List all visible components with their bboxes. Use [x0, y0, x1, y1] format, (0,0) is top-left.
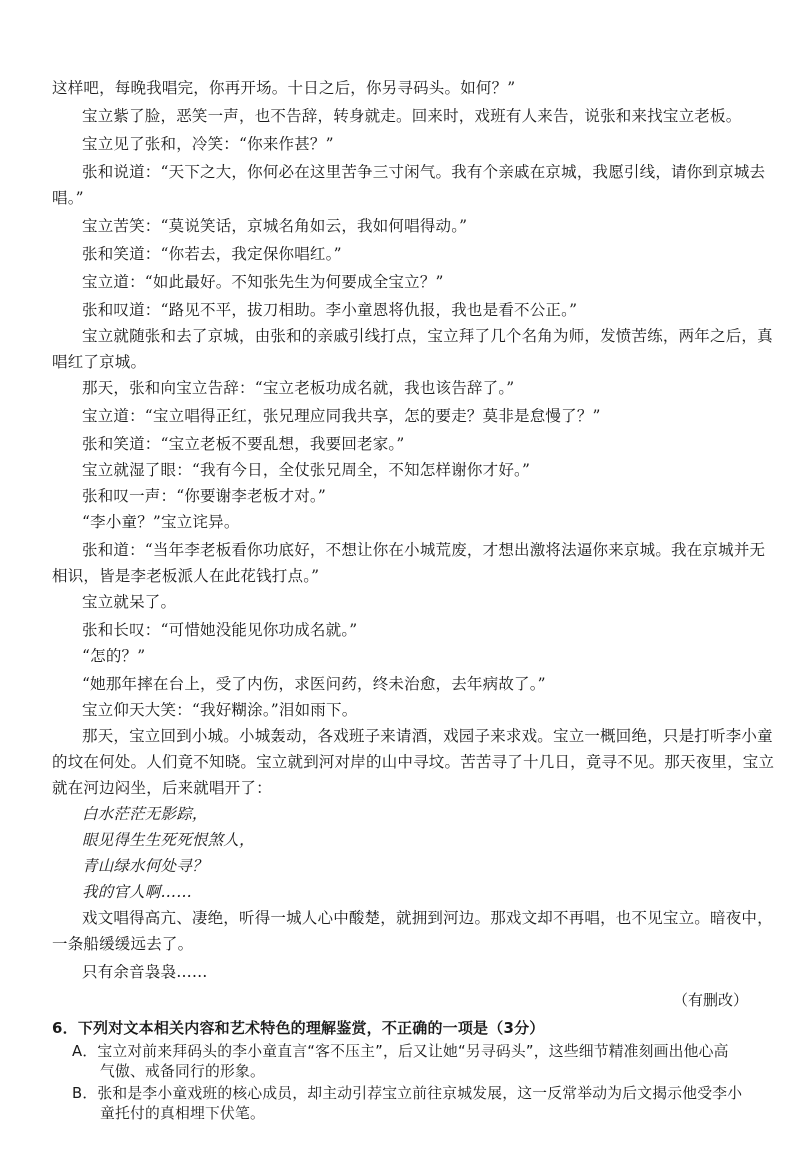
story-line: 那天，张和向宝立告辞：“宝立老板功成名就，我也该告辞了。”	[82, 379, 515, 397]
story-line: 张和道：“当年李老板看你功底好，不想让你在小城荒废，才想出激将法逼你来京城。我在京城并无	[82, 541, 766, 559]
story-line: 宝立见了张和，冷笑：“你来作甚？”	[82, 135, 334, 153]
option-a-line1: A．宝立对前来拜码头的李小童直言“客不压主”，后又让她“另寻码头”，这些细节精准刻画出他心高	[72, 1043, 729, 1060]
story-line: 宝立仰天大笑：“我好糊涂。”泪如雨下。	[82, 701, 358, 719]
story-line: 宝立道：“如此最好。不知张先生为何要成全宝立？”	[82, 273, 444, 291]
story-line: 宝立道：“宝立唱得正红，张兄理应同我共享，怎的要走？莫非是怠慢了？”	[82, 407, 601, 425]
story-line: 相识，皆是李老板派人在此花钱打点。”	[52, 567, 320, 585]
story-line: 宝立苦笑：“莫说笑话，京城名角如云，我如何唱得动。”	[82, 217, 468, 235]
poem-line: 青山绿水何处寻？	[82, 857, 208, 875]
poem-line: 我的官人啊……	[82, 883, 192, 901]
story-line: “怎的？”	[82, 647, 146, 665]
poem-line: 白水茫茫无影踪，	[82, 805, 208, 823]
story-line: 就在河边闷坐，后来就唱开了：	[52, 779, 272, 797]
option-a-line2: 气傲、戒备同行的形象。	[100, 1063, 265, 1080]
story-line: 宝立就呆了。	[82, 593, 177, 611]
story-line: 这样吧，每晚我唱完，你再开场。十日之后，你另寻码头。如何？”	[52, 79, 516, 97]
option-b-line1: B．张和是李小童戏班的核心成员，却主动引荐宝立前往京城发展，这一反常举动为后文揭示他受李小	[72, 1085, 743, 1102]
story-line: 那天，宝立回到小城。小城轰动，各戏班子来请酒，戏园子来求戏。宝立一概回绝，只是打听李小童	[82, 727, 773, 745]
story-line: 戏文唱得高亢、凄绝，听得一城人心中酸楚，就拥到河边。那戏文却不再唱，也不见宝立。暗夜中，	[82, 909, 773, 927]
story-line: “她那年摔在台上，受了内伤，求医问药，终未治愈，去年病故了。”	[82, 675, 546, 693]
edit-note: （有删改）	[672, 991, 748, 1009]
story-line: 张和笑道：“你若去，我定保你唱红。”	[82, 245, 342, 263]
story-line: 宝立紫了脸，恶笑一声，也不告辞，转身就走。回来时，戏班有人来告，说张和来找宝立老板。	[82, 107, 742, 125]
story-line: 只有余音袅袅……	[82, 963, 208, 981]
option-b-line2: 童托付的真相埋下伏笔。	[100, 1105, 265, 1122]
story-line: 宝立就湿了眼：“我有今日，全仗张兄周全，不知怎样谢你才好。”	[82, 461, 531, 479]
poem-line: 眼见得生生死死恨煞人，	[82, 831, 255, 849]
story-line: “李小童？”宝立诧异。	[82, 513, 240, 531]
story-line: 的坟在何处。人们竟不知晓。宝立就到河对岸的山中寻坟。苦苦寻了十几日，竟寻不见。那天夜里，宝立	[52, 753, 775, 771]
story-line: 宝立就随张和去了京城，由张和的亲戚引线打点，宝立拜了几个名角为师，发愤苦练，两年之后，真	[82, 327, 773, 345]
story-line: 一条船缓缓远去了。	[52, 935, 194, 953]
story-line: 张和叹一声：“你要谢李老板才对。”	[82, 487, 326, 505]
question-stem: 6．下列对文本相关内容和艺术特色的理解鉴赏，不正确的一项是（3分）	[52, 1019, 545, 1037]
story-line: 张和长叹：“可惜她没能见你功成名就。”	[82, 621, 358, 639]
story-line: 张和叹道：“路见不平，拔刀相助。李小童恩将仇报，我也是看不公正。”	[82, 301, 578, 319]
story-line: 张和说道：“天下之大，你何必在这里苦争三寸闲气。我有个亲戚在京城，我愿引线，请你到京城去	[82, 163, 766, 181]
story-line: 张和笑道：“宝立老板不要乱想，我要回老家。”	[82, 435, 405, 453]
story-line: 唱红了京城。	[52, 353, 147, 371]
story-line: 唱。”	[52, 189, 84, 207]
